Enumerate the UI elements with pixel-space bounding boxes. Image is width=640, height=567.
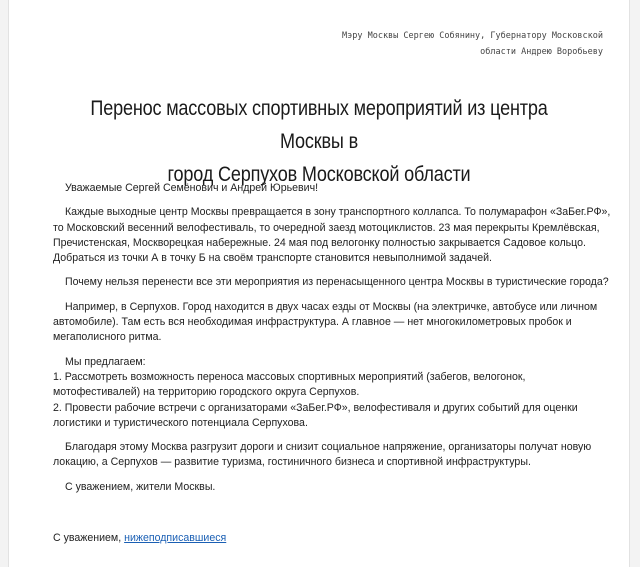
title-line-1: Перенос массовых спортивных мероприятий из центра Москвы в bbox=[90, 97, 548, 153]
paragraph-question: Почему нельзя перенести все эти мероприятия из перенасыщенного центра Москвы в туристические города? bbox=[65, 276, 609, 289]
signature-prefix: С уважением, bbox=[53, 532, 125, 544]
proposals-intro: Мы предлагаем: bbox=[65, 355, 146, 368]
paragraph-serpukhov: Например, в Серпухов. Город находится в двух часах езды от Москвы (на электричке, автобусе или личном автомобиле). Там есть вся необходимая инфраструктура. А главное — нет многокилометровых пробок и мегаполисного ритма. bbox=[53, 300, 598, 344]
proposal-item-1: 1. Рассмотреть возможность переноса массовых спортивных мероприятий (забегов, велогонок, мотофестивалей) на территорию городского округа Серпухов. bbox=[53, 370, 526, 399]
paragraph-traffic: Каждые выходные центр Москвы превращается в зону транспортного коллапса. То полумарафон «ЗаБег.РФ», то Московский весенний велофестиваль, то очередной заезд мотоциклистов. 23 мая перекрыты Кремлёвская, Пречистенская, Москворецкая набережные. 24 мая под велогонку полностью закрывается Садовое кольцо. Добраться из точки А в точку Б на своём транспорте становится невыполнимой задачей. bbox=[53, 206, 611, 265]
addressee-block bbox=[313, 28, 603, 60]
proposals-list bbox=[53, 355, 613, 431]
proposal-item-2: 2. Провести рабочие встречи с организаторами «ЗаБег.РФ», велофестиваля и других событий для оценки логистики и туристического потенциала Серпухова. bbox=[53, 401, 578, 429]
greeting: Уважаемые Сергей Семёнович и Андрей Юрьевич! bbox=[65, 182, 319, 194]
paragraph-benefits: Благодаря этому Москва разгрузит дороги и снизит социальное напряжение, организаторы получат новую локацию, а Серпухов — развитие туризма, гостиничного бизнеса и спортивной инфраструктуры. bbox=[53, 441, 592, 469]
petition-page bbox=[8, 0, 630, 567]
addressee-line-1: Мэру Москвы Сергею Собянину, Губернатору Московской bbox=[342, 31, 603, 41]
addressee-line-2: области Андрею Воробьеву bbox=[480, 47, 603, 57]
closing-line: С уважением, жители Москвы. bbox=[65, 480, 216, 493]
signatories-link[interactable]: нижеподписавшиеся bbox=[124, 532, 227, 544]
petition-body bbox=[53, 181, 613, 504]
title-line-2: город Серпухов Московской области bbox=[167, 163, 471, 186]
signature-line bbox=[53, 531, 226, 546]
petition-title bbox=[87, 92, 551, 191]
